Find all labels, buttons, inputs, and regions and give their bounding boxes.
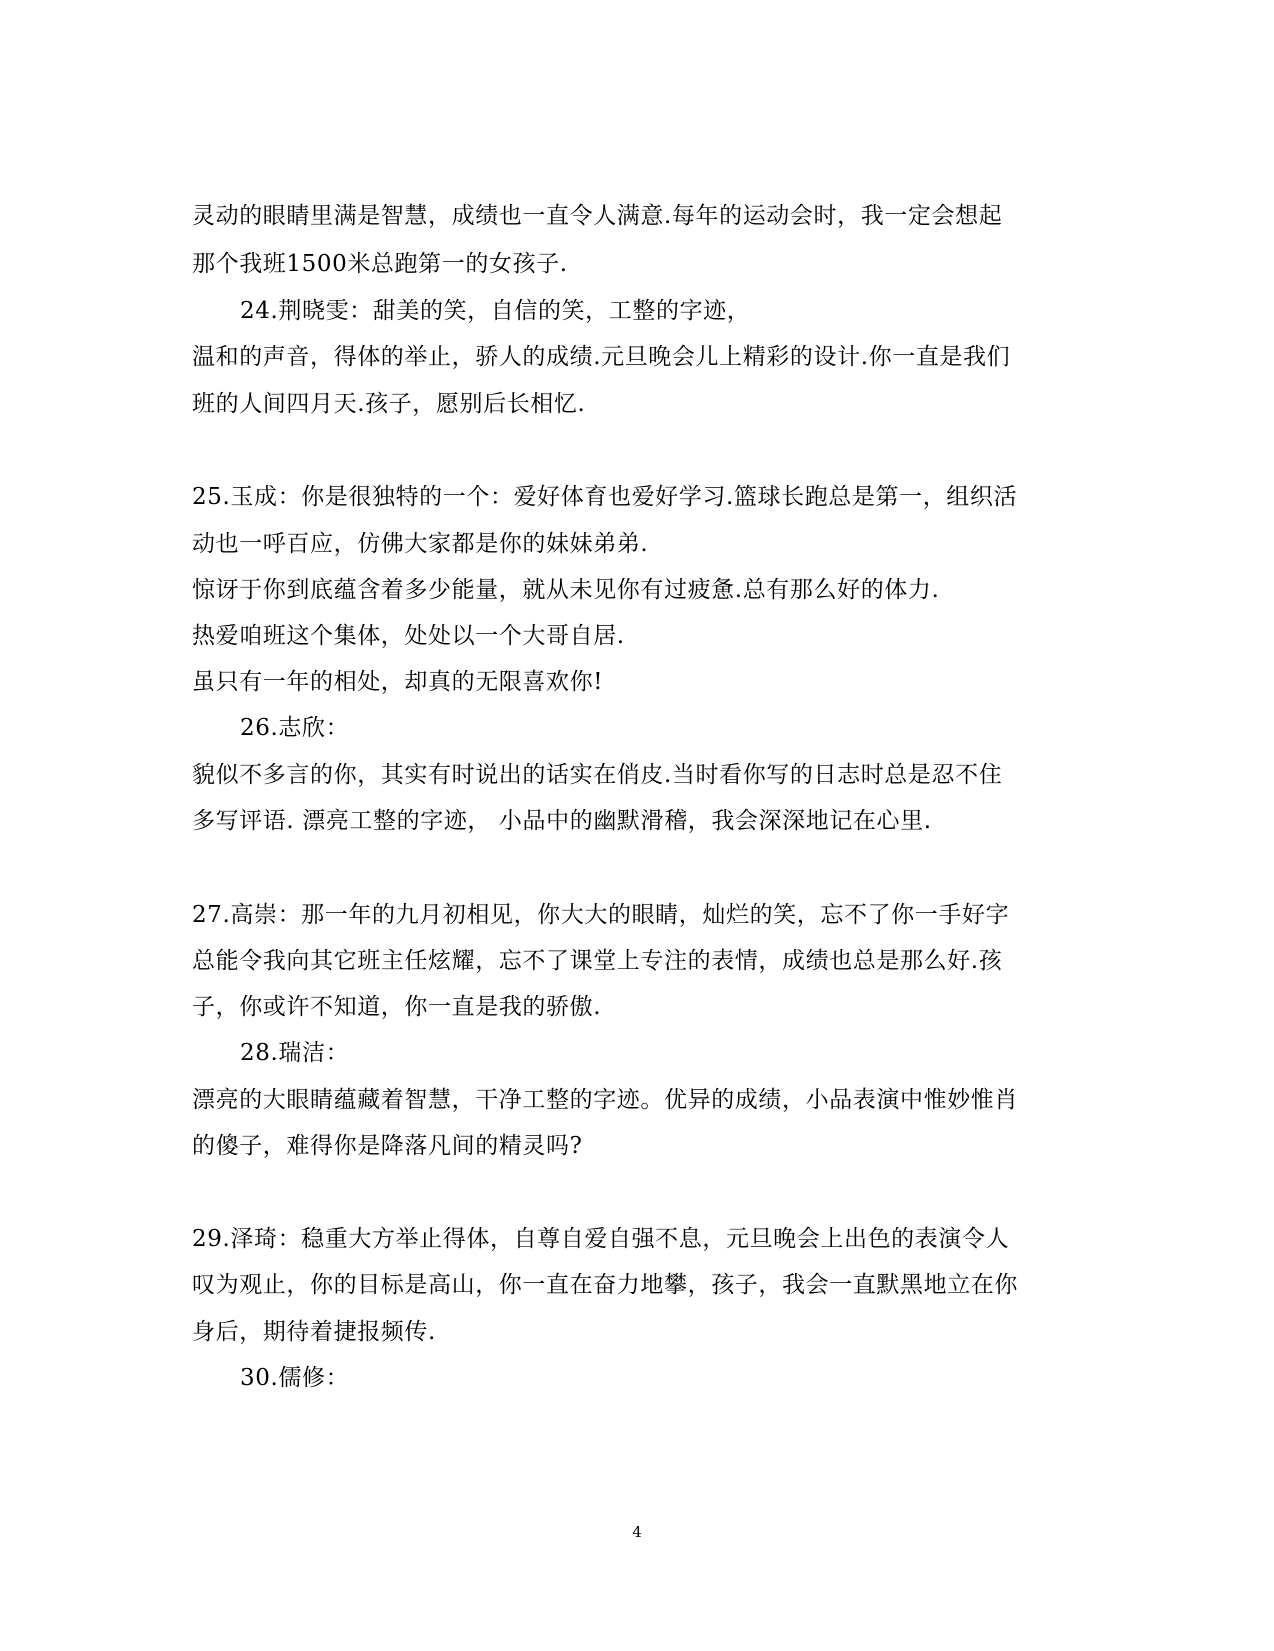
text-line: 身后，期待着捷报频传. [192,1319,436,1345]
text-line: 动也一呼百应，仿佛大家都是你的妹妹弟弟. [192,531,649,557]
entry-heading-28: 28.瑞洁： [240,1040,350,1066]
entry-heading-26: 26.志欣： [240,715,350,741]
text-line: 温和的声音，得体的举止，骄人的成绩.元旦晚会儿上精彩的设计.你一直是我们 [192,344,1011,370]
entry-heading-29: 29.泽琦：稳重大方举止得体，自尊自爱自强不息，元旦晚会上出色的表演令人 [192,1226,1010,1252]
text-line: 漂亮的大眼睛蕴藏着智慧，干净工整的字迹。优异的成绩，小品表演中惟妙惟肖 [192,1087,1018,1113]
text-line: 热爱咱班这个集体，处处以一个大哥自居. [192,623,625,649]
entry-heading-27: 27.高崇：那一年的九月初相见，你大大的眼睛，灿烂的笑，忘不了你一手好字 [192,902,1010,928]
text-line: 那个我班1500米总跑第一的女孩子. [192,251,568,277]
page-number: 4 [632,1523,642,1541]
text-line: 班的人间四月天.孩子，愿别后长相忆. [192,391,586,417]
text-line: 惊讶于你到底蕴含着多少能量，就从未见你有过疲惫.总有那么好的体力. [192,577,940,603]
text-line: 虽只有一年的相处，却真的无限喜欢你! [192,669,604,695]
text-line: 灵动的眼睛里满是智慧，成绩也一直令人满意.每年的运动会时，我一定会想起 [192,203,1003,229]
entry-heading-24: 24.荆晓雯：甜美的笑，自信的笑，工整的字迹， [240,298,751,324]
entry-heading-25: 25.玉成：你是很独特的一个：爱好体育也爱好学习.篮球长跑总是第一，组织活 [192,484,1018,510]
text-line: 貌似不多言的你，其实有时说出的话实在俏皮.当时看你写的日志时总是忍不住 [192,762,1003,788]
text-line: 的傻子，难得你是降落凡间的精灵吗? [192,1133,583,1159]
text-line: 多写评语. 漂亮工整的字迹， 小品中的幽默滑稽，我会深深地记在心里. [192,808,932,834]
text-line: 总能令我向其它班主任炫耀，忘不了课堂上专注的表情，成绩也总是那么好.孩 [192,948,1003,974]
entry-heading-30: 30.儒修： [240,1365,350,1391]
text-line: 叹为观止，你的目标是高山，你一直在奋力地攀，孩子，我会一直默黑地立在你 [192,1272,1018,1298]
text-line: 子，你或许不知道，你一直是我的骄傲. [192,994,602,1020]
